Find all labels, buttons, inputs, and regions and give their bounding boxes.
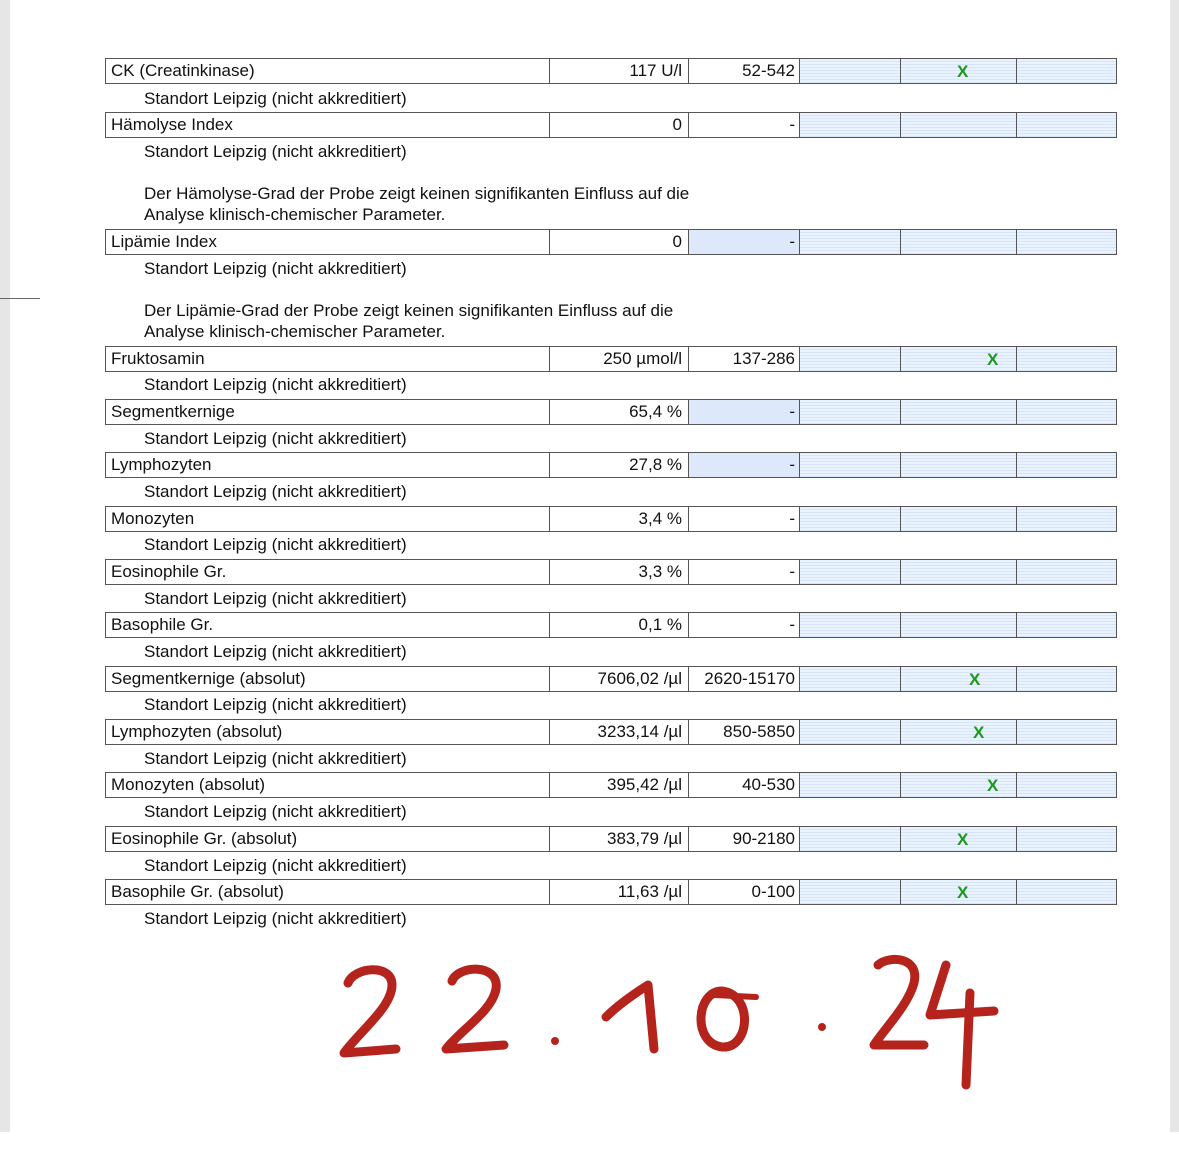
location-note: Standort Leipzig (nicht akkreditiert): [144, 642, 407, 661]
handwritten-date: [330, 945, 1010, 1095]
parameter-name: Segmentkernige: [105, 399, 550, 425]
normal-check-mark: X: [973, 723, 985, 742]
lipaemia-note-line-1: Der Lipämie-Grad der Probe zeigt keinen signifikanten Einfluss auf die: [144, 301, 674, 320]
flag-high-cell: [1016, 112, 1117, 138]
table-row: [105, 229, 1117, 255]
result-value: 3,3 %: [549, 559, 689, 585]
reference-range: 0-100: [688, 879, 800, 905]
table-row: [105, 826, 1117, 852]
normal-check-mark: X: [987, 350, 999, 369]
reference-range: -: [688, 399, 800, 425]
location-note: Standort Leipzig (nicht akkreditiert): [144, 802, 407, 821]
reference-range: -: [688, 229, 800, 255]
normal-check-mark: X: [969, 670, 981, 689]
reference-range: 2620-15170: [688, 666, 800, 692]
flag-high-cell: [1016, 452, 1117, 478]
flag-low-cell: [799, 346, 901, 372]
flag-low-cell: [799, 772, 901, 798]
result-value: 250 µmol/l: [549, 346, 689, 372]
haemolysis-note-line-1: Der Hämolyse-Grad der Probe zeigt keinen signifikanten Einfluss auf die: [144, 184, 690, 203]
flag-normal-cell: [900, 452, 1017, 478]
lipaemia-note-line-2: Analyse klinisch-chemischer Parameter.: [144, 322, 446, 341]
location-note: Standort Leipzig (nicht akkreditiert): [144, 749, 407, 768]
result-value: 11,63 /µl: [549, 879, 689, 905]
reference-range: -: [688, 506, 800, 532]
page-edge-marker: [0, 298, 40, 299]
flag-high-cell: [1016, 229, 1117, 255]
parameter-name: Lymphozyten (absolut): [105, 719, 550, 745]
flag-low-cell: [799, 559, 901, 585]
table-row: [105, 452, 1117, 478]
flag-normal-cell: [900, 399, 1017, 425]
parameter-name: Basophile Gr.: [105, 612, 550, 638]
location-note: Standort Leipzig (nicht akkreditiert): [144, 429, 407, 448]
table-row: [105, 399, 1117, 425]
reference-range: 137-286: [688, 346, 800, 372]
flag-normal-cell: [900, 879, 1017, 905]
flag-low-cell: [799, 112, 901, 138]
normal-check-mark: X: [957, 883, 969, 902]
reference-range: -: [688, 112, 800, 138]
flag-high-cell: [1016, 772, 1117, 798]
flag-high-cell: [1016, 879, 1117, 905]
normal-check-mark: X: [987, 776, 999, 795]
flag-high-cell: [1016, 719, 1117, 745]
result-value: 117 U/l: [549, 58, 689, 84]
parameter-name: CK (Creatinkinase): [105, 58, 550, 84]
result-value: 3233,14 /µl: [549, 719, 689, 745]
flag-low-cell: [799, 506, 901, 532]
location-note: Standort Leipzig (nicht akkreditiert): [144, 259, 407, 278]
flag-normal-cell: [900, 229, 1017, 255]
flag-high-cell: [1016, 559, 1117, 585]
result-value: 3,4 %: [549, 506, 689, 532]
normal-check-mark: X: [957, 830, 969, 849]
flag-high-cell: [1016, 506, 1117, 532]
flag-normal-cell: [900, 719, 1017, 745]
table-row: [105, 58, 1117, 84]
flag-normal-cell: [900, 666, 1017, 692]
location-note: Standort Leipzig (nicht akkreditiert): [144, 535, 407, 554]
location-note: Standort Leipzig (nicht akkreditiert): [144, 695, 407, 714]
flag-high-cell: [1016, 58, 1117, 84]
flag-high-cell: [1016, 399, 1117, 425]
page-bottom-margin: [0, 1132, 1179, 1159]
result-value: 7606,02 /µl: [549, 666, 689, 692]
location-note: Standort Leipzig (nicht akkreditiert): [144, 589, 407, 608]
location-note: Standort Leipzig (nicht akkreditiert): [144, 856, 407, 875]
location-note: Standort Leipzig (nicht akkreditiert): [144, 375, 407, 394]
flag-low-cell: [799, 666, 901, 692]
flag-low-cell: [799, 229, 901, 255]
parameter-name: Segmentkernige (absolut): [105, 666, 550, 692]
reference-range: -: [688, 559, 800, 585]
table-row: [105, 559, 1117, 585]
parameter-name: Monozyten (absolut): [105, 772, 550, 798]
table-row: [105, 666, 1117, 692]
flag-normal-cell: [900, 559, 1017, 585]
reference-range: 52-542: [688, 58, 800, 84]
reference-range: 90-2180: [688, 826, 800, 852]
result-value: 383,79 /µl: [549, 826, 689, 852]
flag-high-cell: [1016, 666, 1117, 692]
result-value: 0,1 %: [549, 612, 689, 638]
reference-range: 850-5850: [688, 719, 800, 745]
flag-low-cell: [799, 612, 901, 638]
parameter-name: Monozyten: [105, 506, 550, 532]
flag-low-cell: [799, 879, 901, 905]
flag-normal-cell: [900, 58, 1017, 84]
flag-normal-cell: [900, 346, 1017, 372]
parameter-name: Basophile Gr. (absolut): [105, 879, 550, 905]
parameter-name: Fruktosamin: [105, 346, 550, 372]
document-page: [10, 0, 1170, 1132]
reference-range: -: [688, 612, 800, 638]
flag-high-cell: [1016, 826, 1117, 852]
table-row: [105, 772, 1117, 798]
flag-normal-cell: [900, 772, 1017, 798]
result-value: 395,42 /µl: [549, 772, 689, 798]
normal-check-mark: X: [957, 62, 969, 81]
result-value: 0: [549, 112, 689, 138]
location-note: Standort Leipzig (nicht akkreditiert): [144, 909, 407, 928]
flag-normal-cell: [900, 826, 1017, 852]
reference-range: -: [688, 452, 800, 478]
parameter-name: Lymphozyten: [105, 452, 550, 478]
table-row: [105, 112, 1117, 138]
location-note: Standort Leipzig (nicht akkreditiert): [144, 89, 407, 108]
result-value: 0: [549, 229, 689, 255]
table-row: [105, 719, 1117, 745]
flag-low-cell: [799, 719, 901, 745]
haemolysis-note-line-2: Analyse klinisch-chemischer Parameter.: [144, 205, 446, 224]
flag-normal-cell: [900, 506, 1017, 532]
flag-low-cell: [799, 826, 901, 852]
flag-high-cell: [1016, 612, 1117, 638]
flag-low-cell: [799, 452, 901, 478]
flag-normal-cell: [900, 112, 1017, 138]
flag-low-cell: [799, 399, 901, 425]
parameter-name: Lipämie Index: [105, 229, 550, 255]
reference-range: 40-530: [688, 772, 800, 798]
result-value: 65,4 %: [549, 399, 689, 425]
flag-high-cell: [1016, 346, 1117, 372]
parameter-name: Hämolyse Index: [105, 112, 550, 138]
result-value: 27,8 %: [549, 452, 689, 478]
location-note: Standort Leipzig (nicht akkreditiert): [144, 142, 407, 161]
parameter-name: Eosinophile Gr. (absolut): [105, 826, 550, 852]
table-row: [105, 346, 1117, 372]
flag-normal-cell: [900, 612, 1017, 638]
location-note: Standort Leipzig (nicht akkreditiert): [144, 482, 407, 501]
flag-low-cell: [799, 58, 901, 84]
table-row: [105, 879, 1117, 905]
table-row: [105, 612, 1117, 638]
parameter-name: Eosinophile Gr.: [105, 559, 550, 585]
table-row: [105, 506, 1117, 532]
